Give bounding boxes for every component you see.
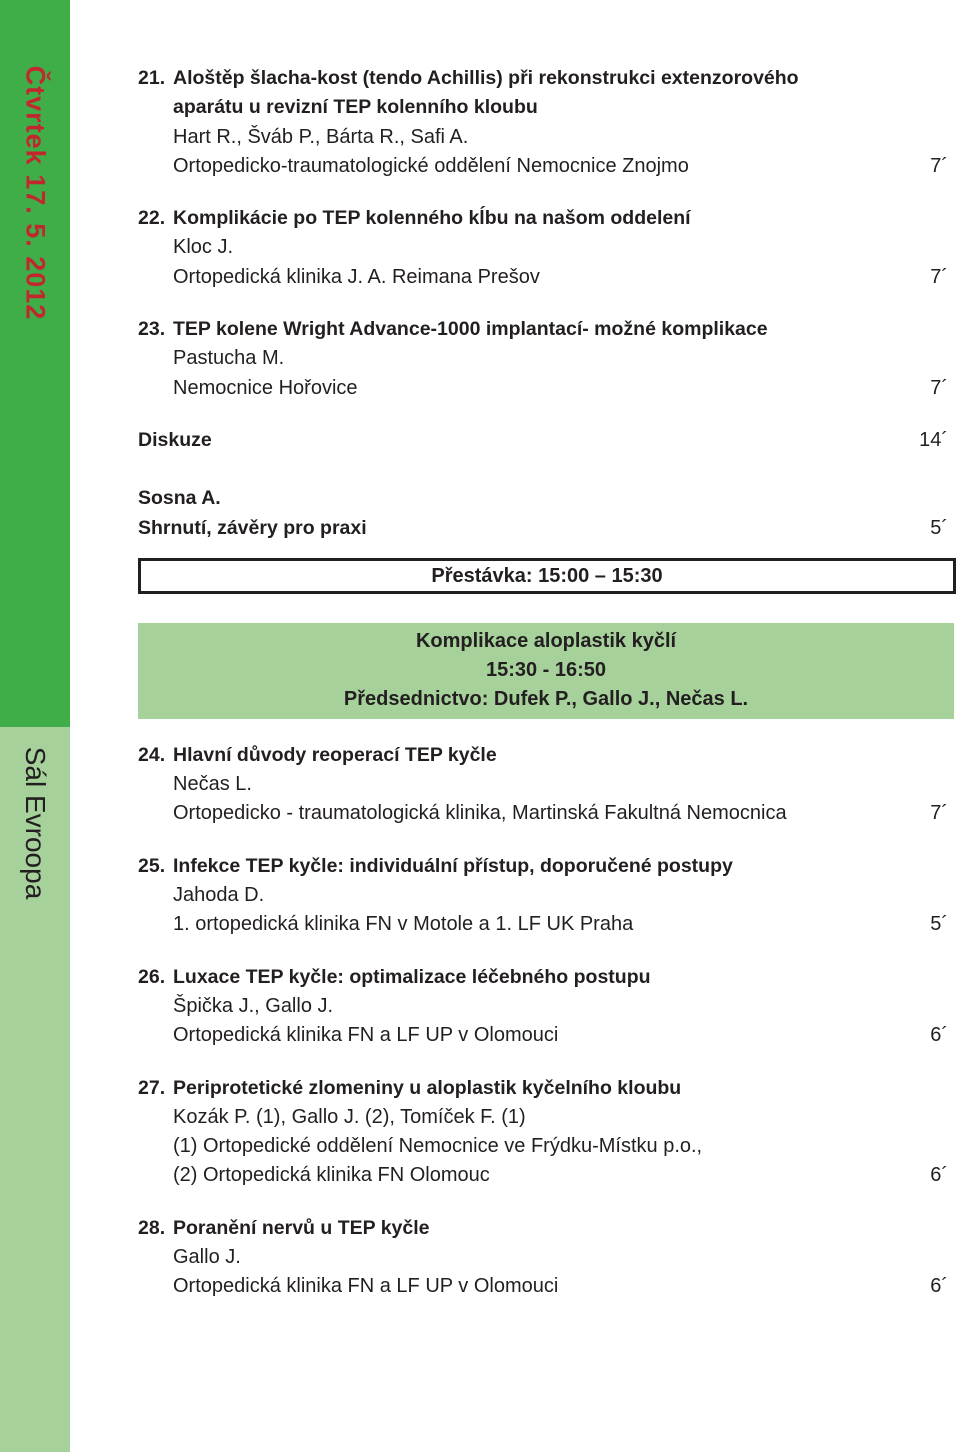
item-number: 28. [138, 1216, 166, 1239]
item-institution-line [138, 910, 956, 939]
item-institution: 1. ortopedická klinika FN v Motole a 1. LF UK Praha [173, 913, 634, 936]
item-title: Periprotetické zlomeniny u aloplastik kyčelního kloubu [173, 1076, 682, 1099]
item-title-line [138, 1074, 956, 1103]
item-institution: Ortopedicko-traumatologické oddělení Nemocnice Znojmo [173, 154, 689, 177]
item-duration: 7´ [930, 376, 948, 399]
item-number: 22. [138, 207, 166, 230]
item-title-line [138, 963, 956, 992]
item-number: 26. [138, 965, 166, 988]
item-duration: 7´ [930, 154, 948, 177]
item-authors: Pastucha M. [173, 347, 285, 370]
item-title-line [138, 1214, 956, 1243]
program-items-first [138, 64, 956, 403]
item-number: 23. [138, 318, 166, 341]
session-chairs: Předsednictvo: Dufek P., Gallo J., Nečas L. [343, 688, 749, 711]
discussion-row [138, 426, 956, 455]
item-title-line [138, 204, 956, 233]
program-item [138, 1214, 956, 1302]
item-title: aparátu u revizní TEP kolenního kloubu [173, 96, 538, 119]
item-duration: 7´ [930, 802, 948, 825]
program-item [138, 64, 956, 181]
item-authors: Kozák P. (1), Gallo J. (2), Tomíček F. (1) [173, 1105, 526, 1128]
session-title: Komplikace aloplastik kyčlí [415, 629, 677, 652]
sidebar-room: Sál Evroopa [20, 746, 51, 900]
program-item [138, 1074, 956, 1191]
summary-duration: 5´ [930, 516, 948, 539]
item-institution: Nemocnice Hořovice [173, 376, 358, 399]
item-duration: 7´ [930, 265, 948, 288]
item-number: 25. [138, 854, 166, 877]
discussion-duration: 14´ [919, 428, 948, 451]
program-item [138, 204, 956, 292]
item-title-line [138, 315, 956, 344]
item-institution-line [138, 1272, 956, 1301]
item-title: Hlavní důvody reoperací TEP kyčle [173, 743, 497, 766]
program-item [138, 741, 956, 829]
program-content [138, 64, 956, 1325]
item-institution: Ortopedicko - traumatologická klinika, Martinská Fakultná Nemocnica [173, 802, 787, 825]
item-duration: 6´ [930, 1164, 948, 1187]
item-authors: Nečas L. [173, 773, 252, 796]
item-title: Infekce TEP kyčle: individuální přístup, doporučené postupy [173, 854, 733, 877]
item-duration: 6´ [930, 1024, 948, 1047]
summary-block [138, 484, 956, 543]
break-box: Přestávka: 15:00 – 15:30 [138, 558, 956, 594]
item-title-line [138, 93, 956, 122]
item-title: Komplikácie po TEP kolenného kĺbu na našom oddelení [173, 207, 691, 230]
item-title: Aloštěp šlacha-kost (tendo Achillis) při rekonstrukci extenzorového [173, 67, 799, 89]
program-item [138, 852, 956, 940]
item-title-line [138, 741, 956, 770]
summary-title: Shrnutí, závěry pro praxi [138, 516, 367, 539]
summary-author: Sosna A. [138, 487, 221, 510]
item-title-line [138, 852, 956, 881]
item-authors: Kloc J. [173, 236, 234, 259]
discussion-label: Diskuze [138, 428, 212, 451]
item-institution-line [138, 152, 956, 181]
session-time: 15:30 - 16:50 [485, 659, 607, 682]
item-institution: (2) Ortopedická klinika FN Olomouc [173, 1164, 490, 1187]
item-authors: Hart R., Šváb P., Bárta R., Safi A. [173, 125, 469, 148]
item-number: 27. [138, 1076, 166, 1099]
item-authors: Jahoda D. [173, 884, 265, 907]
program-items-second [138, 741, 956, 1302]
item-number: 24. [138, 743, 166, 766]
item-duration: 5´ [930, 913, 948, 936]
item-number: 21. [138, 67, 166, 89]
summary-title-row [138, 514, 956, 543]
program-item [138, 963, 956, 1051]
item-institution-line [138, 263, 956, 292]
item-title: TEP kolene Wright Advance-1000 implantací- možné komplikace [173, 318, 768, 341]
item-institution-line [138, 374, 956, 403]
item-institution: (1) Ortopedické oddělení Nemocnice ve Frýdku-Místku p.o., [173, 1135, 703, 1158]
item-institution-line [138, 799, 956, 828]
item-institution-line [138, 1132, 956, 1161]
item-title-line [138, 64, 956, 93]
item-institution-line [138, 1161, 956, 1190]
item-title: Luxace TEP kyčle: optimalizace léčebného postupu [173, 965, 651, 988]
item-duration: 6´ [930, 1275, 948, 1298]
item-institution: Ortopedická klinika FN a LF UP v Olomouci [173, 1024, 559, 1047]
item-title: Poranění nervů u TEP kyčle [173, 1216, 430, 1239]
session-header [138, 623, 954, 719]
item-institution: Ortopedická klinika FN a LF UP v Olomouci [173, 1275, 559, 1298]
program-item [138, 315, 956, 403]
sidebar-date: Čtvrtek 17. 5. 2012 [20, 65, 51, 321]
item-authors: Gallo J. [173, 1246, 241, 1269]
item-authors: Špička J., Gallo J. [173, 994, 334, 1017]
item-institution: Ortopedická klinika J. A. Reimana Prešov [173, 265, 540, 288]
item-institution-line [138, 1021, 956, 1050]
